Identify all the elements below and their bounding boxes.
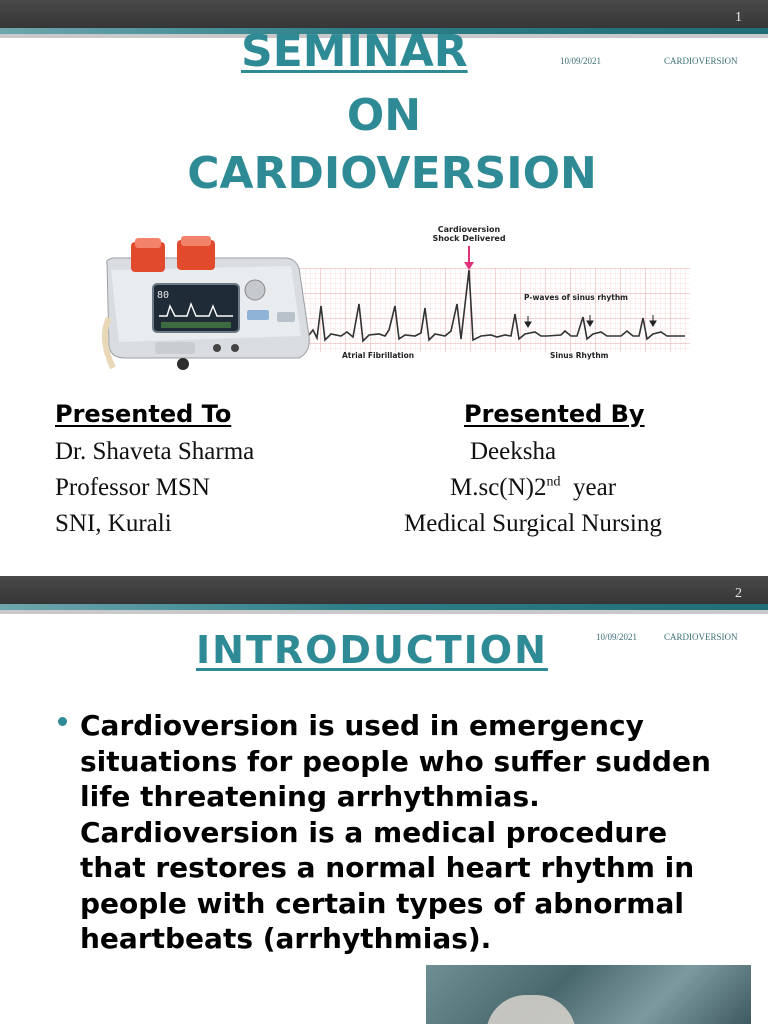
title-line-3: CARDIOVERSION [187, 148, 597, 199]
photo-detail [486, 995, 576, 1024]
slide-number: 2 [735, 586, 742, 601]
slide-2 [0, 576, 768, 1024]
slide-date: 10/09/2021 [560, 56, 602, 66]
monitor-reading: 80 [157, 290, 170, 301]
degree-prefix: M.sc(N)2 [450, 474, 547, 501]
presenter-by-degree [450, 474, 616, 502]
pwaves-label: P-waves of sinus rhythm [524, 293, 629, 302]
slide-footer-title: CARDIOVERSION [664, 632, 738, 642]
sinus-label: Sinus Rhythm [550, 351, 609, 360]
presenter-to-title: Professor MSN [55, 474, 210, 501]
presented-by-heading: Presented By [464, 400, 645, 428]
slide-heading: INTRODUCTION [196, 628, 548, 672]
presenter-to-institution: SNI, Kurali [55, 510, 172, 537]
slide-footer-title: CARDIOVERSION [664, 56, 738, 66]
bullet-text: Cardioversion is used in emergency situations for people who suffer sudden life threatening arrhythmias. Cardioversion is a medical procedure that restores a normal heart rhythm in people with certain types of abnormal heartbeats (arrhythmias). [80, 709, 711, 955]
procedure-photo [426, 965, 751, 1024]
header-light-stripe [0, 610, 768, 614]
presenter-by-name: Deeksha [470, 438, 557, 465]
slide-date: 10/09/2021 [596, 632, 638, 642]
slide-number: 1 [735, 10, 742, 25]
title-line-1: SEMINAR [241, 26, 468, 77]
slide-gap [0, 562, 768, 576]
degree-suffix: year [560, 474, 617, 501]
degree-sup: nd [546, 474, 561, 490]
shock-label-1: Cardioversion [437, 225, 501, 234]
presenter-by-department: Medical Surgical Nursing [404, 510, 662, 537]
afib-label: Atrial Fibrillation [342, 351, 415, 360]
shock-label-2: Shock Delivered [432, 234, 506, 243]
presented-to-heading: Presented To [55, 400, 232, 428]
defibrillator-ecg-illustration [95, 218, 695, 378]
presenter-to-name: Dr. Shaveta Sharma [55, 438, 255, 465]
bullet-marker [58, 717, 67, 726]
title-line-2: ON [346, 90, 422, 141]
defibrillator-device [105, 236, 309, 370]
cardioversion-figure [95, 218, 695, 378]
